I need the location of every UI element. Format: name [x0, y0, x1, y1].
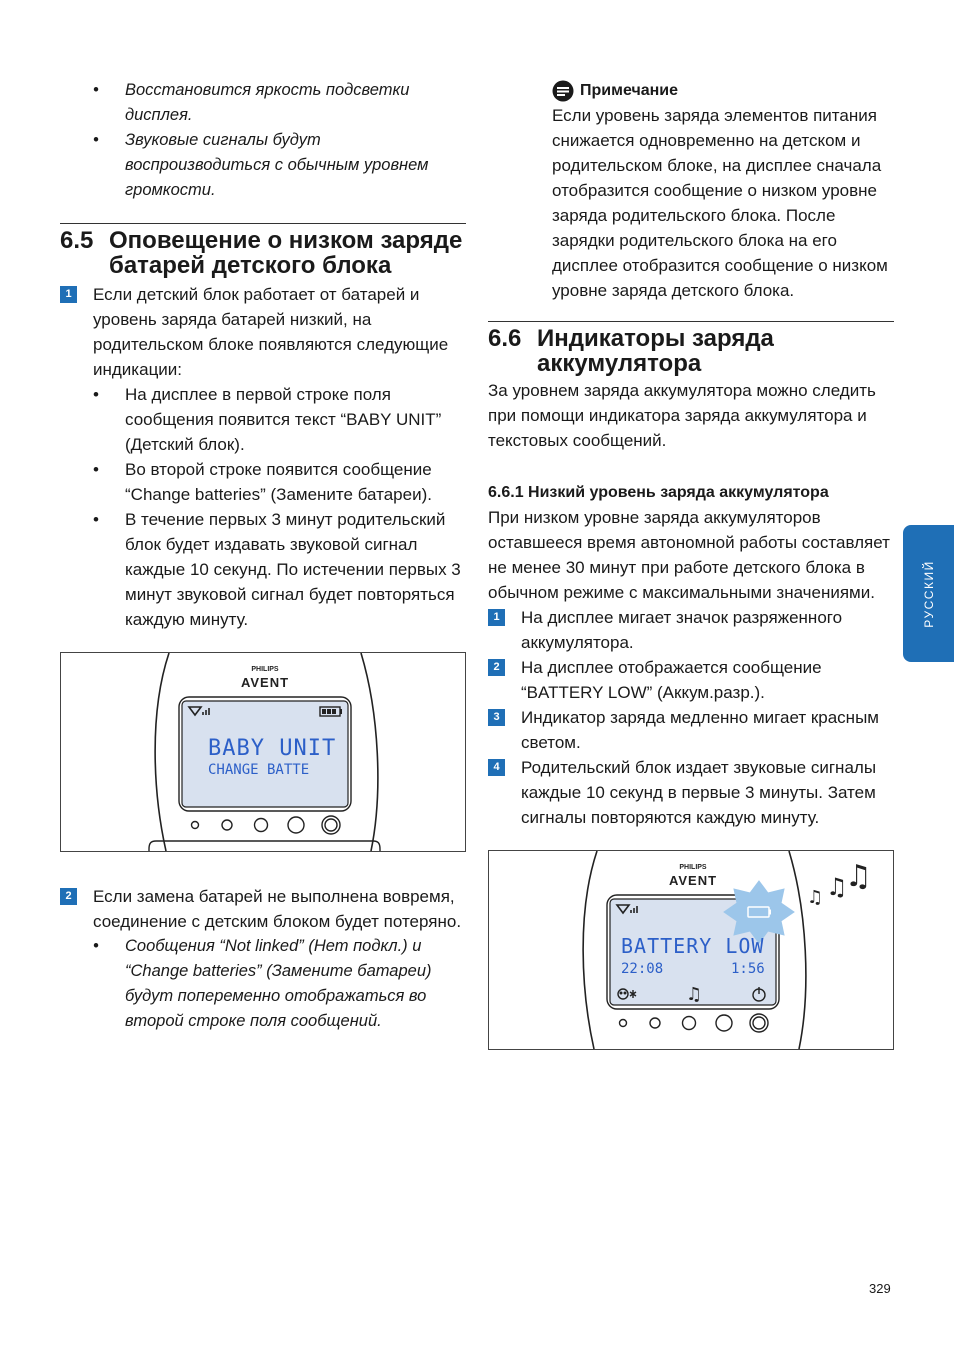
- step-number-badge: 1: [488, 609, 505, 626]
- step-1-bullets: [60, 382, 466, 632]
- sound-notes-icon: [807, 859, 872, 908]
- section-6-6-heading: [488, 321, 894, 376]
- svg-text:♫: ♫: [826, 873, 848, 901]
- section-title: Оповещение о низком заряде батарей детского блока: [109, 227, 463, 279]
- lcd-line-2: CHANGE BATTE: [208, 762, 310, 778]
- step-text: Индикатор заряда медленно мигает красным светом.: [521, 708, 879, 752]
- brand-philips: PHILIPS: [679, 864, 707, 871]
- step-text: Если детский блок работает от батарей и уровень заряда батарей низкий, на родительском блоке появляются следующие индикации:: [93, 285, 449, 379]
- step-2: [60, 884, 466, 934]
- monitor-illustration: [489, 851, 893, 1049]
- note-heading: [552, 78, 894, 103]
- list-item: • Во второй строке появится сообщение “Change batteries” (Замените батареи).: [60, 457, 466, 507]
- brand-philips: PHILIPS: [251, 666, 279, 673]
- svg-text:♫: ♫: [845, 859, 872, 894]
- section-title: Индикаторы заряда аккумулятора: [537, 325, 774, 377]
- control-buttons: [620, 1014, 769, 1032]
- list-item: • В течение первых 3 минут родительский блок будет издавать звуковой сигнал каждые 10 секунд. По истечении первых 3 минут звуковой сигнал будет повторяться каждую минуту.: [60, 507, 466, 632]
- lcd-time: 22:08: [621, 961, 664, 977]
- monitor-illustration: [61, 653, 465, 851]
- note-title: Примечание: [580, 82, 679, 99]
- step-number-badge: 4: [488, 759, 505, 776]
- step-text: На дисплее отображается сообщение “BATTERY LOW” (Аккум.разр.).: [521, 658, 822, 702]
- step-text: Родительский блок издает звуковые сигналы каждые 10 секунд в первые 3 минуты. Затем сигналы повторяются каждую минуту.: [521, 758, 877, 827]
- lcd-line-1: BATTERY LOW: [621, 934, 765, 958]
- language-label: РУССКИЙ: [921, 559, 936, 628]
- section-intro: За уровнем заряда аккумулятора можно следить при помощи индикатора заряда аккумулятора и текстовых сообщений.: [488, 381, 876, 450]
- step-2: [488, 655, 894, 705]
- figure-baby-unit-display: [60, 652, 466, 852]
- step-3: [488, 705, 894, 755]
- music-note-icon: ♫: [686, 984, 703, 1005]
- step-number-badge: 1: [60, 286, 77, 303]
- list-item: • Звуковые сигналы будут воспроизводиться с обычным уровнем громкости.: [60, 128, 466, 203]
- figure-battery-low-display: [488, 850, 894, 1050]
- brand-avent: AVENT: [240, 675, 290, 690]
- step-1: [60, 282, 466, 382]
- section-number: 6.5: [60, 227, 94, 254]
- step-number-badge: 3: [488, 709, 505, 726]
- page-number: 329: [869, 1281, 891, 1296]
- step-2-bullets: [60, 934, 466, 1034]
- language-side-tab: [903, 525, 954, 662]
- subsection-intro: При низком уровне заряда аккумуляторов оставшееся время автономной работы составляет не менее 30 минут при работе детского блока в обычном режиме с максимальными значениями.: [488, 508, 890, 602]
- step-text: На дисплее мигает значок разряженного аккумулятора.: [521, 608, 843, 652]
- lcd-line-1: BABY UNIT: [208, 736, 337, 761]
- control-buttons: [192, 816, 341, 834]
- lcd-timer: 1:56: [731, 961, 765, 977]
- step-4: [488, 755, 894, 830]
- brand-avent: AVENT: [668, 873, 718, 888]
- step-1: [488, 605, 894, 655]
- left-column: [60, 78, 466, 1034]
- step-number-badge: 2: [60, 888, 77, 905]
- note-icon: [552, 80, 574, 102]
- list-item: • Восстановится яркость подсветки дисплея.: [60, 78, 466, 128]
- step-text: Если замена батарей не выполнена вовремя, соединение с детским блоком будет потеряно.: [93, 887, 462, 931]
- right-column: [488, 78, 894, 1050]
- subsection-6-6-1-title: 6.6.1 Низкий уровень заряда аккумулятора: [488, 484, 829, 501]
- step-number-badge: 2: [488, 659, 505, 676]
- top-bullet-list: [60, 78, 466, 203]
- section-6-5-heading: [60, 223, 466, 278]
- section-number: 6.6: [488, 325, 522, 352]
- svg-text:♫: ♫: [807, 887, 824, 908]
- list-item: • Сообщения “Not linked” (Нет подкл.) и “Change batteries” (Замените батареи) будут попеременно отображаться во второй строке поля сообщений.: [60, 934, 466, 1034]
- note-text: Если уровень заряда элементов питания снижается одновременно на детском и родительском блоке, на дисплее сначала отобразится сообщение о низком уровне заряда родительского блока. После зарядки родительского блока на его дисплее отобразится сообщение о низком уровне заряда детского блока.: [552, 106, 888, 300]
- list-item: • На дисплее в первой строке поля сообщения появится текст “BABY UNIT” (Детский блок).: [60, 382, 466, 457]
